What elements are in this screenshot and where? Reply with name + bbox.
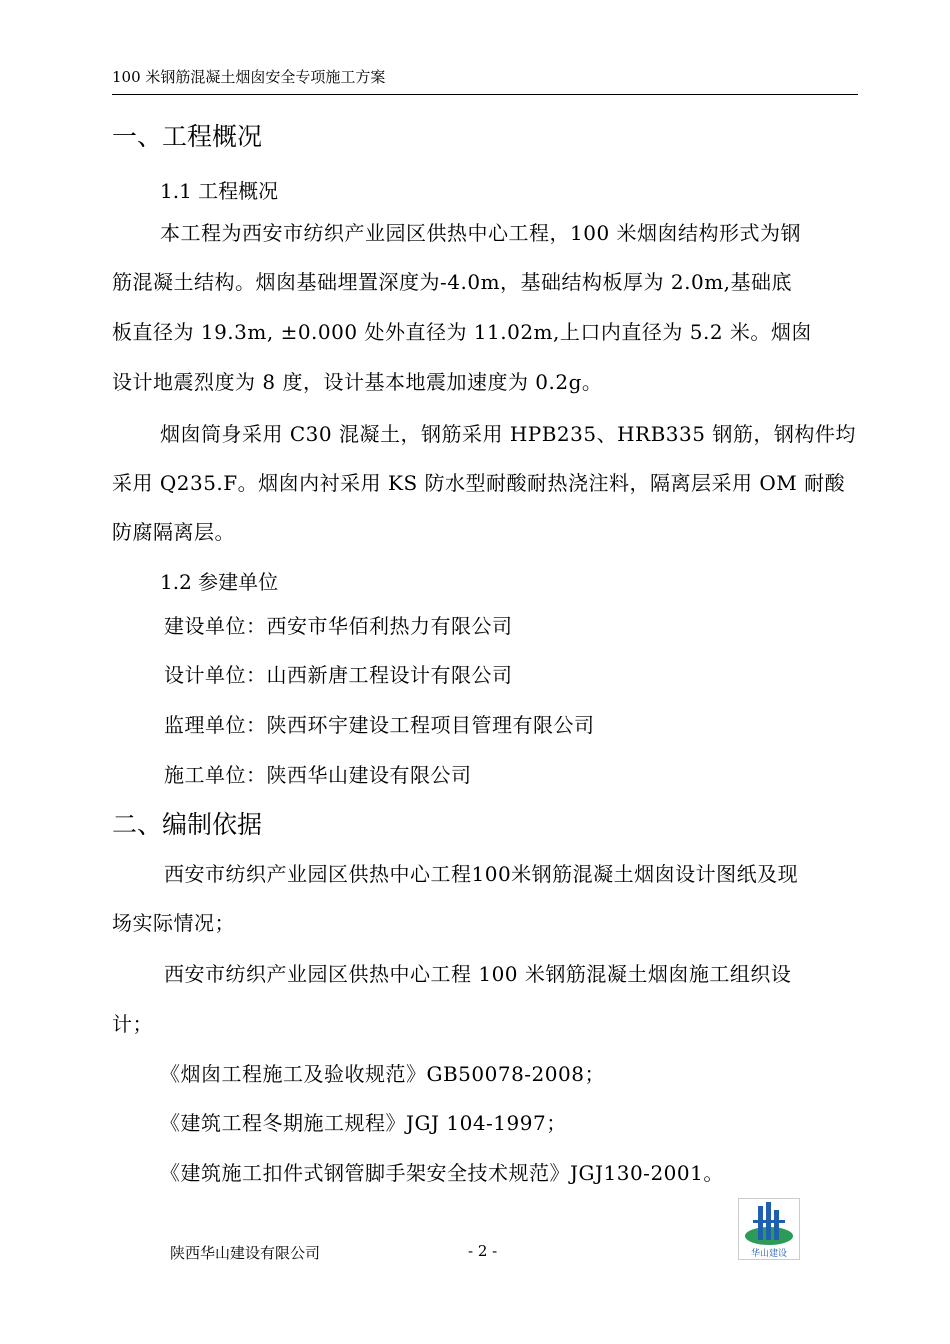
section-2-heading: 二、编制依据 — [112, 810, 263, 839]
footer-company: 陕西华山建设有限公司 — [170, 1244, 321, 1262]
unit-supervisor: 监理单位：陕西环宇建设工程项目管理有限公司 — [164, 713, 595, 737]
reference-winter-construction: 《建筑工程冬期施工规程》JGJ 104-1997； — [160, 1111, 567, 1135]
footer-page-number: - 2 - — [468, 1242, 498, 1260]
logo-text: 华山建设 — [750, 1249, 788, 1259]
para1-line-3: 板直径为 19.3m, ±0.000 处外直径为 11.02m,上口内直径为 5.2 米。烟囱 — [112, 320, 812, 344]
section-1-heading: 一、工程概况 — [112, 122, 263, 151]
page-header-title: 100 米钢筋混凝土烟囱安全专项施工方案 — [112, 68, 386, 86]
basis-item-2-line-2: 计； — [112, 1012, 153, 1036]
subsection-1-2-heading: 1.2 参建单位 — [160, 570, 279, 594]
para1-line-2: 筋混凝土结构。烟囱基础埋置深度为-4.0m，基础结构板厚为 2.0m,基础底 — [112, 270, 793, 294]
basis-item-1-line-2: 场实际情况； — [112, 911, 235, 935]
unit-designer: 设计单位：山西新唐工程设计有限公司 — [164, 663, 513, 687]
basis-item-1-line-1: 西安市纺织产业园区供热中心工程100米钢筋混凝土烟囱设计图纸及现 — [164, 862, 799, 886]
reference-scaffold-safety: 《建筑施工扣件式钢管脚手架安全技术规范》JGJ130-2001。 — [160, 1161, 724, 1185]
unit-contractor: 施工单位：陕西华山建设有限公司 — [164, 763, 472, 787]
para2-line-3: 防腐隔离层。 — [112, 520, 235, 544]
basis-item-2-line-1: 西安市纺织产业园区供热中心工程 100 米钢筋混凝土烟囱施工组织设 — [164, 962, 792, 986]
header-rule — [112, 94, 858, 95]
unit-construction-owner: 建设单位：西安市华佰利热力有限公司 — [164, 614, 513, 638]
reference-chimney-spec: 《烟囱工程施工及验收规范》GB50078-2008； — [160, 1062, 605, 1086]
para1-line-1: 本工程为西安市纺织产业园区供热中心工程，100 米烟囱结构形式为钢 — [160, 221, 802, 245]
para2-line-2: 采用 Q235.F。烟囱内衬采用 KS 防水型耐酸耐热浇注料，隔离层采用 OM 耐酸 — [112, 471, 846, 495]
subsection-1-1-heading: 1.1 工程概况 — [160, 179, 279, 203]
para1-line-4: 设计地震烈度为 8 度，设计基本地震加速度为 0.2g。 — [112, 370, 603, 394]
para2-line-1: 烟囱筒身采用 C30 混凝土，钢筋采用 HPB235、HRB335 钢筋，钢构件均 — [160, 422, 856, 446]
company-logo — [738, 1198, 800, 1260]
